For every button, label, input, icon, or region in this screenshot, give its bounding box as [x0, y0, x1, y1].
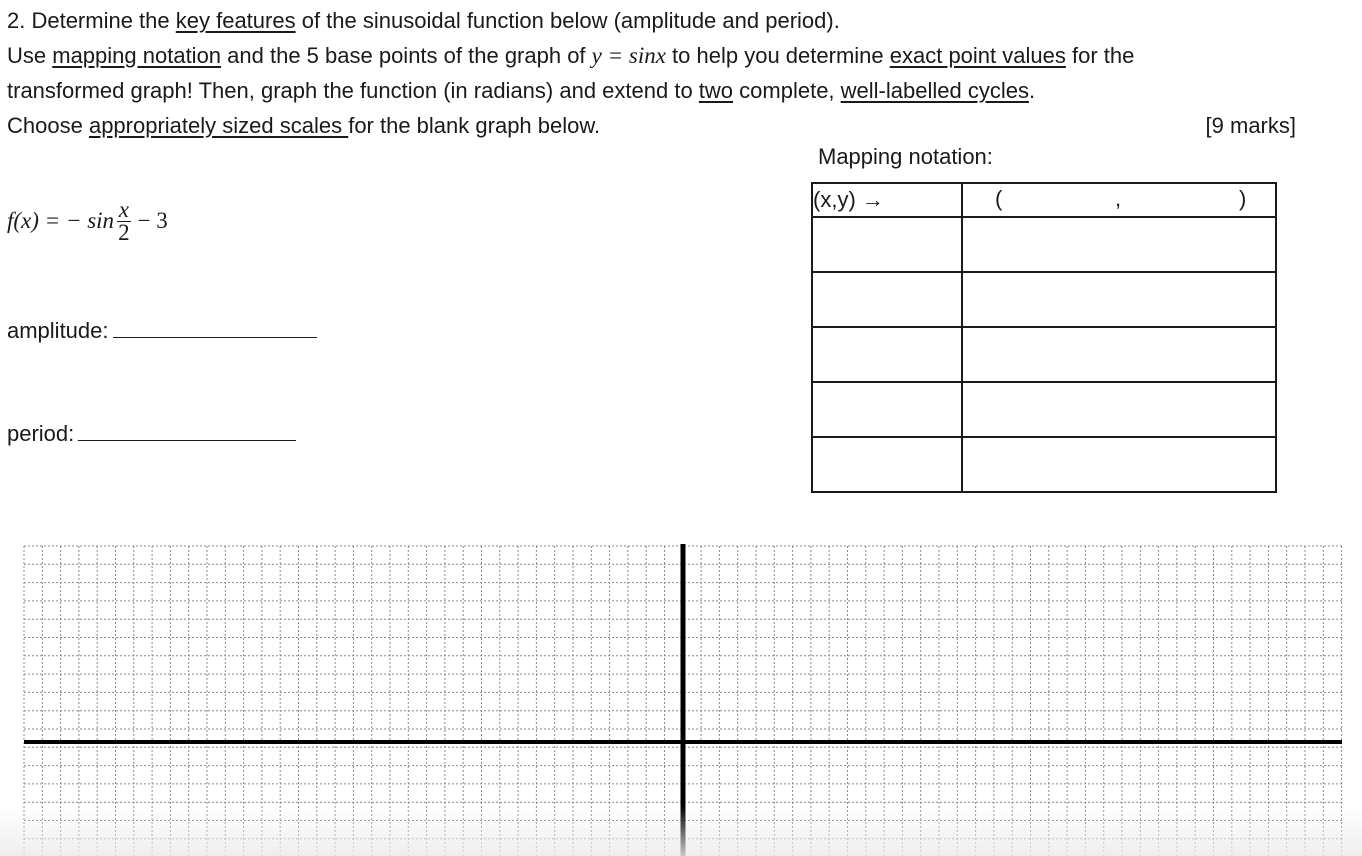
- original-point-cell[interactable]: [812, 382, 962, 437]
- original-point-cell[interactable]: [812, 272, 962, 327]
- image-point-cell[interactable]: [962, 272, 1276, 327]
- period-label: period:: [7, 421, 75, 446]
- amplitude-answer-line[interactable]: [113, 333, 317, 338]
- comma: ,: [1115, 186, 1122, 211]
- table-row: [812, 272, 1276, 327]
- table-row: [812, 327, 1276, 382]
- open-paren: (: [995, 186, 1003, 211]
- original-point-cell[interactable]: [812, 327, 962, 382]
- underlined-key-features: key features: [175, 8, 296, 33]
- question-line-4: Choose appropriately sized scales for the blank graph below.: [7, 113, 601, 138]
- image-point-cell[interactable]: [962, 217, 1276, 272]
- function-lhs: f(x) = − sin: [7, 208, 115, 233]
- period-answer-line[interactable]: [78, 436, 296, 441]
- close-paren: ): [1239, 186, 1247, 211]
- function-fraction: [116, 196, 132, 245]
- underlined-exact-point-values: exact point values: [889, 43, 1066, 68]
- image-point-cell[interactable]: [962, 382, 1276, 437]
- question-line-2: Use mapping notation and the 5 base points of the graph of y = sinx to help you determine exact point values for the: [7, 43, 1135, 68]
- base-function-math: y = sinx: [591, 43, 666, 68]
- table-row: [812, 217, 1276, 272]
- table-row: [812, 437, 1276, 492]
- image-point-cell[interactable]: [962, 437, 1276, 492]
- function-rhs: − 3: [137, 208, 168, 233]
- function-expression: [7, 186, 168, 256]
- blank-graph-grid[interactable]: [0, 540, 1362, 856]
- mapping-table: [811, 182, 1277, 493]
- underlined-appropriately-sized-scales: appropriately sized scales: [88, 113, 349, 138]
- underlined-well-labelled-cycles: well-labelled cycles: [840, 78, 1029, 103]
- amplitude-label: amplitude:: [7, 318, 109, 343]
- marks-label: [9 marks]: [1205, 113, 1296, 138]
- mapping-table-header: [812, 183, 1276, 217]
- amplitude-field: [7, 314, 317, 348]
- original-point-cell[interactable]: [812, 217, 962, 272]
- mapping-notation-label: Mapping notation:: [818, 144, 993, 169]
- period-field: [7, 417, 296, 451]
- underlined-two: two: [698, 78, 734, 103]
- fraction-denominator: 2: [118, 219, 130, 245]
- original-point-cell[interactable]: [812, 437, 962, 492]
- fraction-numerator: x: [118, 196, 129, 222]
- mapping-header-left: (x,y) →: [812, 183, 962, 217]
- underlined-mapping-notation: mapping notation: [52, 43, 222, 68]
- question-line-3: transformed graph! Then, graph the function (in radians) and extend to two complete, well-labelled cycles.: [7, 78, 1036, 103]
- table-row: [812, 382, 1276, 437]
- mapping-header-right: [962, 183, 1276, 217]
- image-point-cell[interactable]: [962, 327, 1276, 382]
- question-line-1: 2. Determine the key features of the sinusoidal function below (amplitude and period).: [7, 8, 840, 33]
